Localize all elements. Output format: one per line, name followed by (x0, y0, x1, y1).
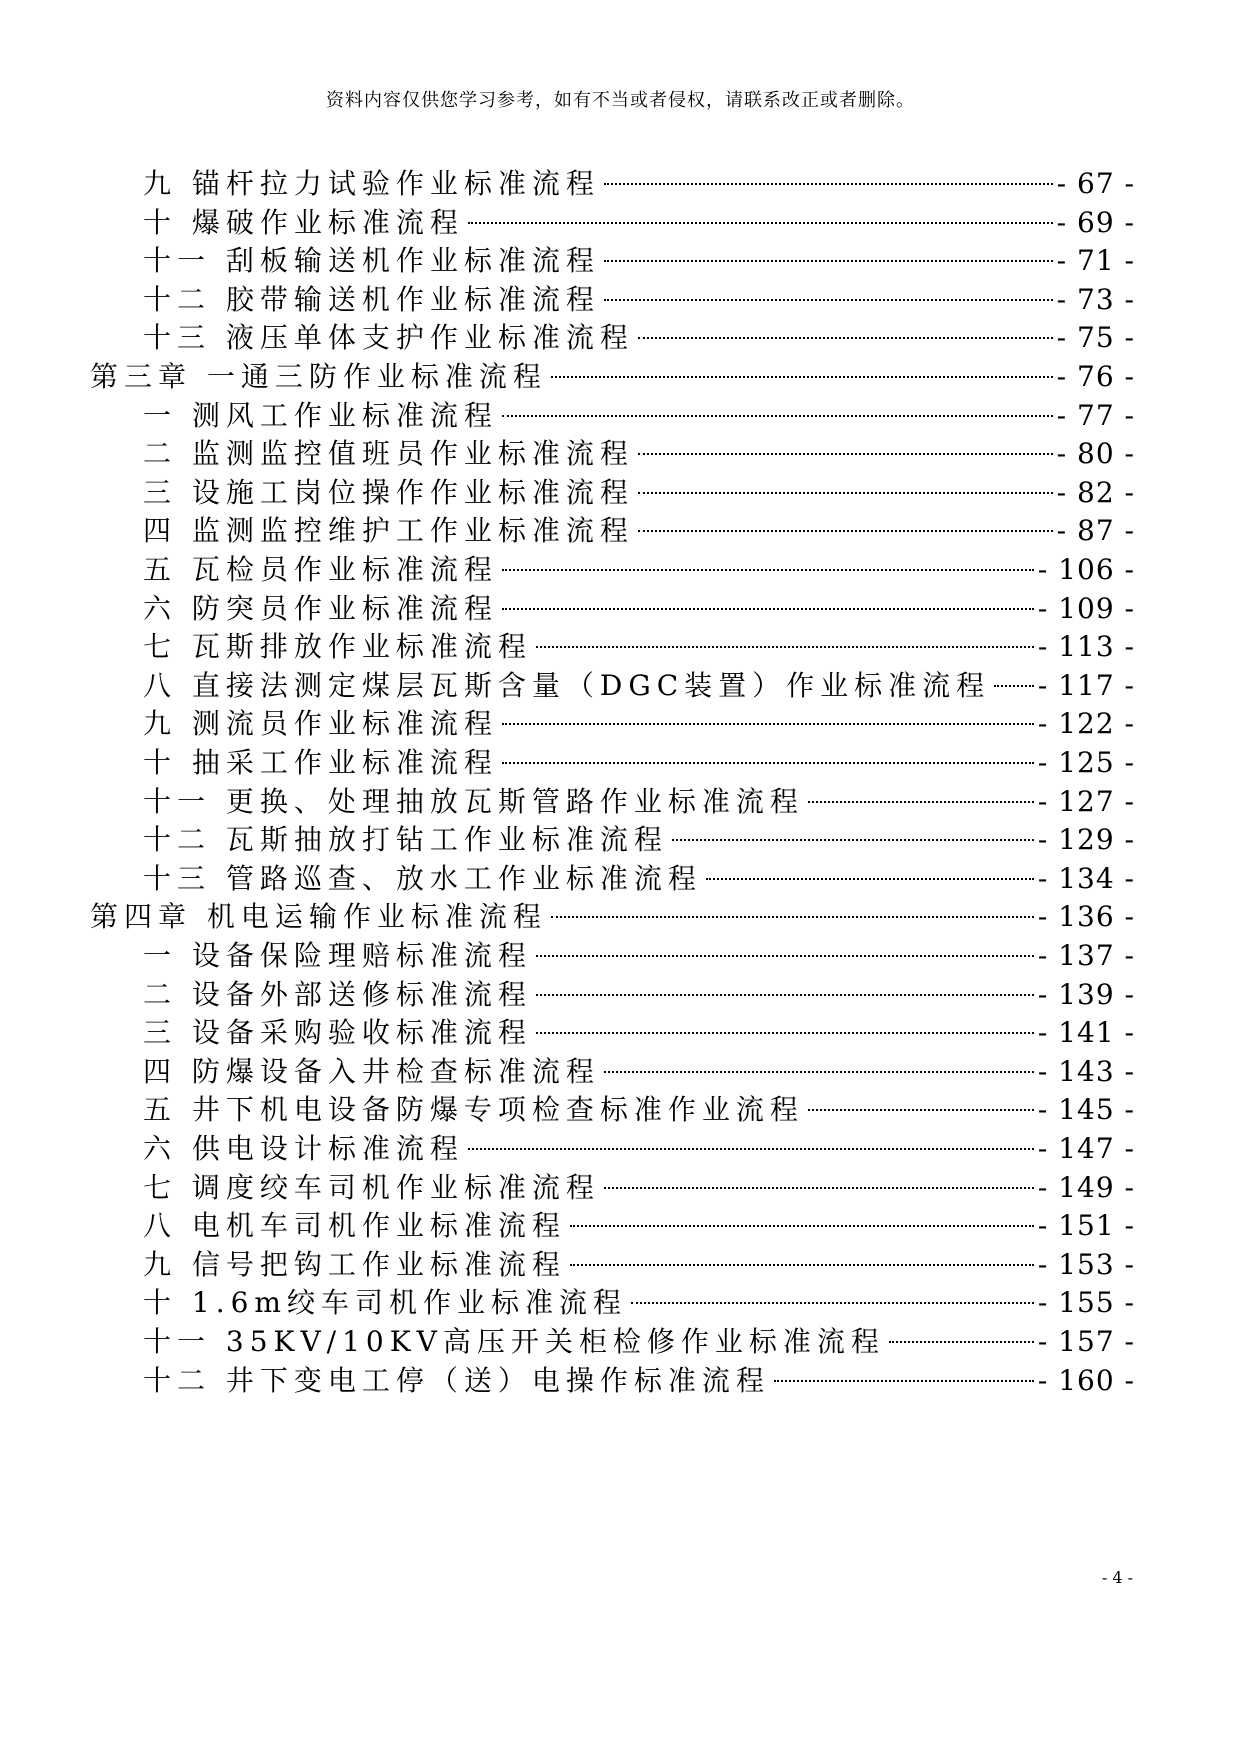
toc-entry-title: 十一 刮板输送机作业标准流程 (143, 244, 600, 277)
watermark-text: 资料内容仅供您学习参考，如有不当或者侵权，请联系改正或者删除。 (326, 90, 915, 111)
toc-entry-page: - 87 - (1056, 514, 1135, 547)
toc-leader-dots (638, 452, 1053, 455)
toc-entry-page: - 134 - (1037, 862, 1135, 895)
toc-section-entry[interactable] (143, 280, 1135, 320)
toc-section-entry[interactable] (143, 704, 1135, 744)
toc-section-entry[interactable] (143, 396, 1135, 436)
toc-entry-title: 四 监测监控维护工作业标准流程 (143, 514, 634, 547)
toc-entry-title: 八 直接法测定煤层瓦斯含量（DGC装置）作业标准流程 (143, 669, 991, 702)
toc-entry-page: - 69 - (1056, 206, 1135, 239)
toc-section-entry[interactable] (143, 550, 1135, 590)
toc-section-entry[interactable] (143, 1090, 1135, 1130)
toc-leader-dots (604, 182, 1053, 185)
toc-entry-title: 十 爆破作业标准流程 (143, 206, 464, 239)
toc-entry-title: 十三 液压单体支护作业标准流程 (143, 321, 634, 354)
page-number: - 4 - (1101, 1568, 1133, 1587)
toc-chapter-entry[interactable] (90, 897, 1135, 937)
toc-entry-page: - 109 - (1037, 592, 1135, 625)
toc-entry-page: - 141 - (1037, 1016, 1135, 1049)
toc-section-entry[interactable] (143, 1013, 1135, 1053)
toc-entry-page: - 82 - (1056, 476, 1135, 509)
toc-entry-page: - 127 - (1037, 785, 1135, 818)
toc-section-entry[interactable] (143, 666, 1135, 706)
toc-entry-title: 第四章 机电运输作业标准流程 (90, 900, 547, 933)
toc-section-entry[interactable] (143, 1322, 1135, 1362)
toc-entry-page: - 113 - (1037, 630, 1135, 663)
toc-leader-dots (536, 1031, 1034, 1034)
toc-entry-title: 十二 井下变电工停（送）电操作标准流程 (143, 1364, 770, 1397)
toc-section-entry[interactable] (143, 1052, 1135, 1092)
toc-section-entry[interactable] (143, 241, 1135, 281)
toc-entry-title: 十二 瓦斯抽放打钻工作业标准流程 (143, 823, 668, 856)
toc-leader-dots (604, 1070, 1034, 1073)
toc-entry-title: 十 1.6m绞车司机作业标准流程 (143, 1286, 627, 1319)
toc-entry-page: - 106 - (1037, 553, 1135, 586)
toc-entry-title: 五 瓦检员作业标准流程 (143, 553, 498, 586)
toc-entry-page: - 153 - (1037, 1248, 1135, 1281)
toc-entry-title: 四 防爆设备入井检查标准流程 (143, 1055, 600, 1088)
toc-leader-dots (536, 645, 1034, 648)
toc-entry-page: - 76 - (1056, 360, 1135, 393)
toc-entry-title: 三 设备采购验收标准流程 (143, 1016, 532, 1049)
toc-entry-page: - 149 - (1037, 1171, 1135, 1204)
toc-section-entry[interactable] (143, 589, 1135, 629)
toc-entry-page: - 160 - (1037, 1364, 1135, 1397)
toc-chapter-entry[interactable] (90, 357, 1135, 397)
toc-section-entry[interactable] (143, 434, 1135, 474)
toc-section-entry[interactable] (143, 627, 1135, 667)
toc-entry-title: 七 调度绞车司机作业标准流程 (143, 1171, 600, 1204)
toc-section-entry[interactable] (143, 1129, 1135, 1169)
toc-section-entry[interactable] (143, 318, 1135, 358)
toc-entry-title: 九 信号把钩工作业标准流程 (143, 1248, 566, 1281)
toc-leader-dots (570, 1224, 1034, 1227)
toc-section-entry[interactable] (143, 936, 1135, 976)
toc-section-entry[interactable] (143, 511, 1135, 551)
toc-entry-page: - 80 - (1056, 437, 1135, 470)
toc-leader-dots (551, 375, 1053, 378)
toc-entry-title: 五 井下机电设备防爆专项检查标准作业流程 (143, 1093, 804, 1126)
toc-leader-dots (994, 684, 1034, 687)
toc-leader-dots (502, 568, 1034, 571)
toc-leader-dots (468, 221, 1053, 224)
toc-leader-dots (468, 1147, 1034, 1150)
toc-entry-title: 六 防突员作业标准流程 (143, 592, 498, 625)
toc-leader-dots (604, 259, 1053, 262)
toc-section-entry[interactable] (143, 1206, 1135, 1246)
toc-entry-title: 二 设备外部送修标准流程 (143, 978, 532, 1011)
toc-entry-title: 十一 更换、处理抽放瓦斯管路作业标准流程 (143, 785, 804, 818)
toc-entry-title: 六 供电设计标准流程 (143, 1132, 464, 1165)
toc-leader-dots (774, 1379, 1034, 1382)
toc-entry-title: 一 设备保险理赔标准流程 (143, 939, 532, 972)
toc-section-entry[interactable] (143, 1283, 1135, 1323)
toc-leader-dots (502, 414, 1053, 417)
toc-entry-title: 十三 管路巡查、放水工作业标准流程 (143, 862, 702, 895)
toc-entry-page: - 117 - (1037, 669, 1135, 702)
toc-entry-page: - 71 - (1056, 244, 1135, 277)
toc-entry-page: - 75 - (1056, 321, 1135, 354)
toc-entry-page: - 129 - (1037, 823, 1135, 856)
toc-section-entry[interactable] (143, 782, 1135, 822)
toc-entry-page: - 122 - (1037, 707, 1135, 740)
toc-section-entry[interactable] (143, 1361, 1135, 1401)
toc-leader-dots (808, 800, 1034, 803)
toc-section-entry[interactable] (143, 203, 1135, 243)
toc-entry-title: 三 设施工岗位操作作业标准流程 (143, 476, 634, 509)
toc-section-entry[interactable] (143, 1168, 1135, 1208)
toc-entry-title: 一 测风工作业标准流程 (143, 399, 498, 432)
toc-section-entry[interactable] (143, 859, 1135, 899)
toc-entry-page: - 157 - (1037, 1325, 1135, 1358)
toc-leader-dots (604, 298, 1053, 301)
toc-leader-dots (638, 491, 1053, 494)
toc-leader-dots (502, 761, 1034, 764)
toc-leader-dots (536, 954, 1034, 957)
toc-entry-title: 九 锚杆拉力试验作业标准流程 (143, 167, 600, 200)
toc-leader-dots (551, 915, 1034, 918)
toc-leader-dots (638, 336, 1053, 339)
toc-leader-dots (672, 838, 1034, 841)
toc-entry-title: 十二 胶带输送机作业标准流程 (143, 283, 600, 316)
toc-entry-page: - 147 - (1037, 1132, 1135, 1165)
toc-entry-page: - 155 - (1037, 1286, 1135, 1319)
toc-entry-page: - 136 - (1037, 900, 1135, 933)
toc-entry-page: - 143 - (1037, 1055, 1135, 1088)
toc-leader-dots (638, 529, 1053, 532)
toc-entry-title: 八 电机车司机作业标准流程 (143, 1209, 566, 1242)
toc-leader-dots (604, 1186, 1034, 1189)
toc-entry-page: - 151 - (1037, 1209, 1135, 1242)
toc-leader-dots (536, 993, 1034, 996)
toc-section-entry[interactable] (143, 975, 1135, 1015)
toc-entry-page: - 73 - (1056, 283, 1135, 316)
toc-entry-page: - 77 - (1056, 399, 1135, 432)
toc-entry-title: 二 监测监控值班员作业标准流程 (143, 437, 634, 470)
toc-entry-title: 十 抽采工作业标准流程 (143, 746, 498, 779)
toc-entry-title: 九 测流员作业标准流程 (143, 707, 498, 740)
toc-entry-title: 十一 35KV/10KV高压开关柜检修作业标准流程 (143, 1325, 885, 1358)
toc-entry-title: 七 瓦斯排放作业标准流程 (143, 630, 532, 663)
toc-leader-dots (808, 1108, 1034, 1111)
toc-entry-page: - 137 - (1037, 939, 1135, 972)
toc-leader-dots (631, 1301, 1034, 1304)
toc-section-entry[interactable] (143, 820, 1135, 860)
toc-section-entry[interactable] (143, 473, 1135, 513)
toc-leader-dots (570, 1263, 1034, 1266)
toc-entry-title: 第三章 一通三防作业标准流程 (90, 360, 547, 393)
toc-entry-page: - 139 - (1037, 978, 1135, 1011)
toc-section-entry[interactable] (143, 743, 1135, 783)
toc-section-entry[interactable] (143, 1245, 1135, 1285)
toc-leader-dots (889, 1340, 1034, 1343)
toc-section-entry[interactable] (143, 164, 1135, 204)
toc-entry-page: - 67 - (1056, 167, 1135, 200)
toc-entry-page: - 145 - (1037, 1093, 1135, 1126)
toc-leader-dots (502, 607, 1034, 610)
toc-leader-dots (706, 877, 1034, 880)
toc-leader-dots (502, 722, 1034, 725)
toc-entry-page: - 125 - (1037, 746, 1135, 779)
